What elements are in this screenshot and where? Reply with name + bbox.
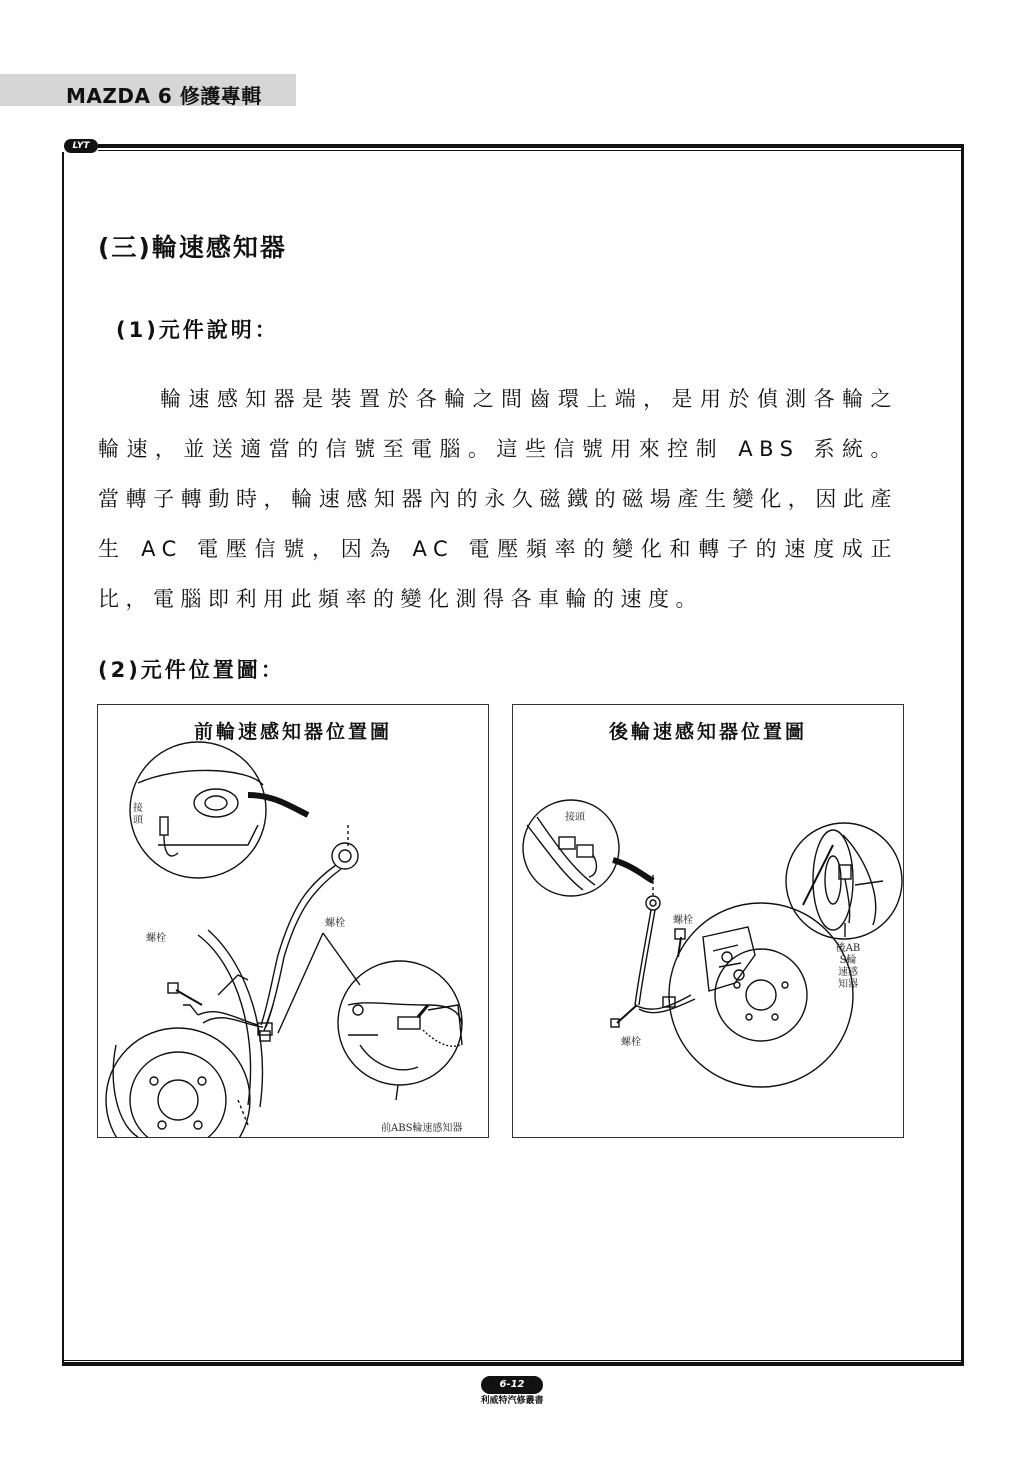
front-connector-label: 接頭 (133, 803, 143, 826)
front-bolt-right-label: 螺栓 (325, 918, 345, 929)
frame-right-border (961, 147, 964, 1362)
front-figure-title: 前輪速感知器位置圖 (193, 721, 392, 743)
publisher-name: 利威特汽修叢書 (480, 1396, 544, 1406)
rear-sensor-figure (512, 704, 904, 1138)
bottom-rule-thin (62, 1360, 964, 1361)
top-rule-thin (98, 150, 964, 151)
front-bolt-left-label: 螺栓 (146, 933, 166, 944)
front-sensor-illustration (98, 705, 488, 1137)
rear-connector-label: 接頭 (565, 812, 585, 823)
rear-sensor-label: 後ABS輪速感知器 (835, 943, 861, 990)
top-rule (98, 144, 964, 148)
description-paragraph: 輪速感知器是裝置於各輪之間齒環上端，是用於偵測各輪之輪速，並送適當的信號至電腦。這些信號用來控制 ABS 系統。當轉子轉動時，輪速感知器內的永久磁鐵的磁場產生變化，因此產生 AC 電壓信號，因為 AC 電壓頻率的變化和轉子的速度成正比，電腦即利用此頻率的變化測得各車輪的速度。 (98, 387, 898, 611)
subsection-description-title: (1)元件說明： (116, 318, 279, 342)
front-sensor-figure (97, 704, 489, 1138)
page-number-badge: 6-12 (481, 1376, 543, 1394)
section-title: (三)輪速感知器 (98, 233, 287, 262)
page-header-title: MAZDA 6 修護專輯 (66, 84, 262, 108)
frame-left-border (62, 152, 64, 1362)
rear-bolt-top-label: 螺栓 (673, 915, 693, 926)
rear-figure-title: 後輪速感知器位置圖 (608, 721, 807, 743)
subsection-location-title: (2)元件位置圖： (98, 658, 285, 682)
bottom-rule (62, 1362, 964, 1366)
front-sensor-label: 前ABS輪速感知器 (381, 1123, 463, 1134)
publisher-logo: LYT (64, 139, 98, 153)
rear-sensor-illustration (513, 705, 903, 1137)
rear-bolt-bottom-label: 螺栓 (621, 1037, 641, 1048)
